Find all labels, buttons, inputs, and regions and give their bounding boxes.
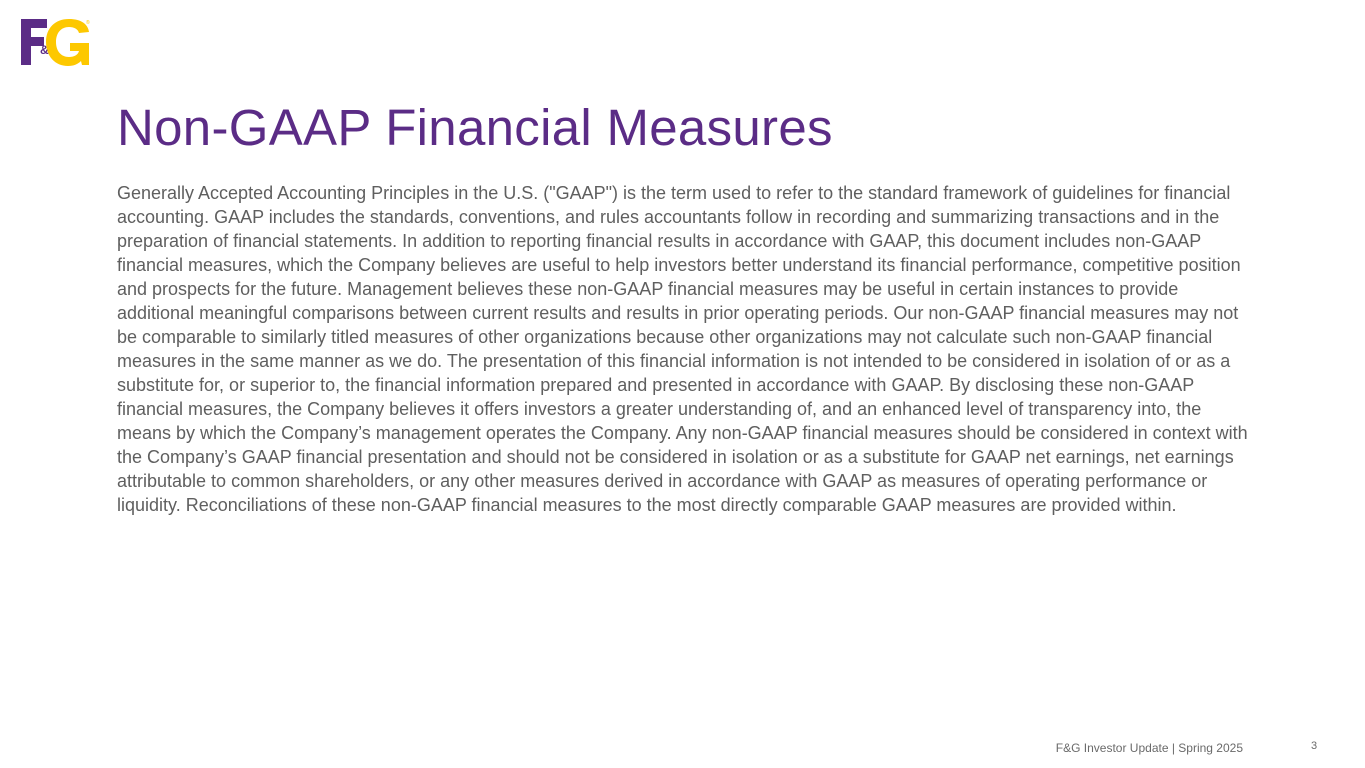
footer-text: F&G Investor Update | Spring 2025 xyxy=(1055,741,1243,755)
company-logo-mark xyxy=(20,17,92,67)
page-number: 3 xyxy=(1311,740,1318,752)
company-logo xyxy=(20,17,92,67)
svg-text:®: ® xyxy=(86,20,90,26)
svg-text:&: & xyxy=(40,43,49,57)
slide-title: Non-GAAP Financial Measures xyxy=(117,99,833,156)
body-paragraph: Generally Accepted Accounting Principles in the U.S. ("GAAP") is the term used to refer to the standard framework of guidelines for financial accounting. GAAP includes the standards, conventions, and rules accountants follow in recording and summarizing transactions and in the preparation of financial statements. In addition to reporting financial results in accordance with GAAP, this document includes non-GAAP financial measures, which the Company believes are useful to help investors better understand its financial performance, competitive position and prospects for the future. Management believes these non-GAAP financial measures may be useful in certain instances to provide additional meaningful comparisons between current results and results in prior operating periods. Our non-GAAP financial measures may not be comparable to similarly titled measures of other organizations because other organizations may not calculate such non-GAAP financial measures in the same manner as we do. The presentation of this financial information is not intended to be considered in isolation of or as a substitute for, or superior to, the financial information prepared and presented in accordance with GAAP. By disclosing these non-GAAP financial measures, the Company believes it offers investors a greater understanding of, and an enhanced level of transparency into, the means by which the Company’s management operates the Company. Any non-GAAP financial measures should be considered in context with the Company’s GAAP financial presentation and should not be considered in isolation or as a substitute for GAAP net earnings, net earnings attributable to common shareholders, or any other measures derived in accordance with GAAP as measures of operating performance or liquidity. Reconciliations of these non-GAAP financial measures to the most directly comparable GAAP measures are provided within. xyxy=(117,183,1248,515)
